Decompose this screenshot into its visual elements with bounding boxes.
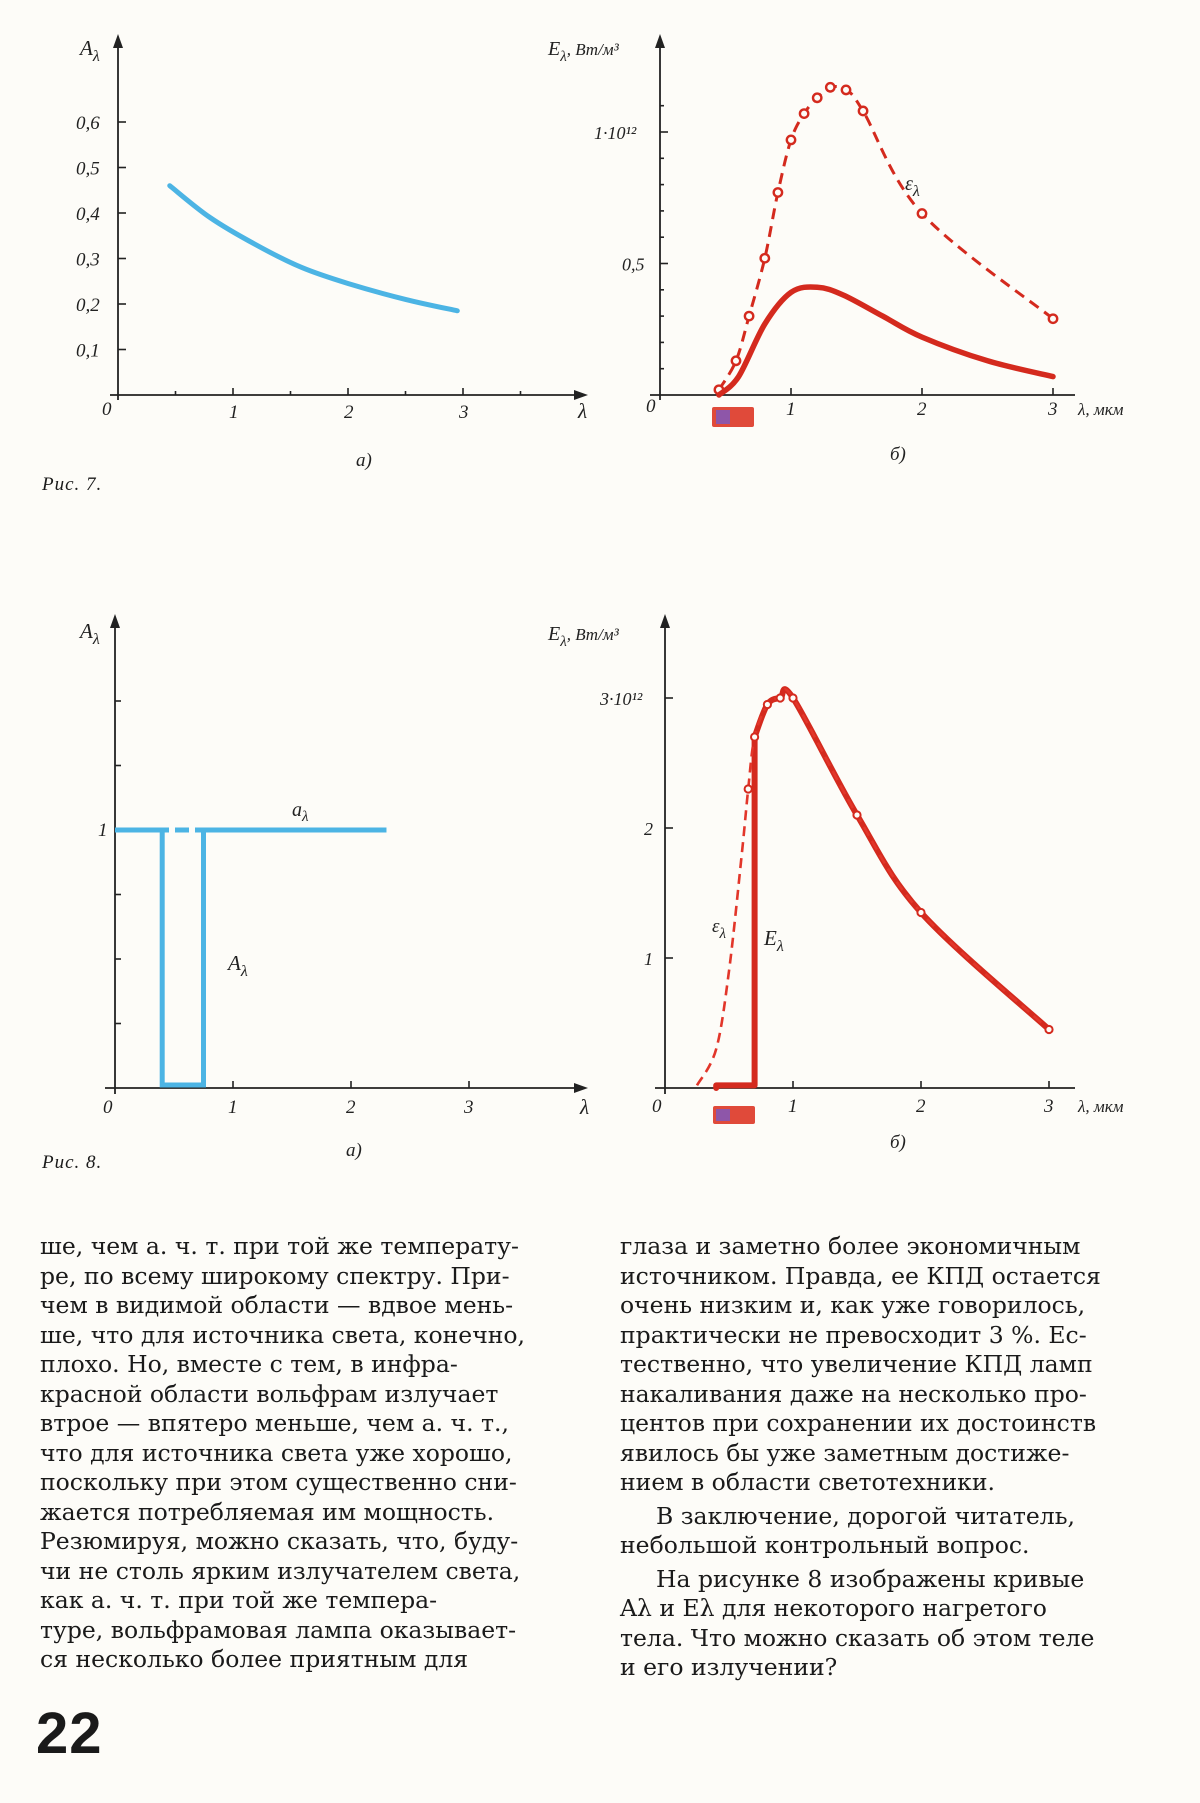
fig8b-xtick-label: 2 [916,1096,926,1117]
text-line: втрое — впятеро меньше, чем а. ч. т., [40,1409,509,1437]
fig8b-ytick-label: 3·10¹² [600,689,643,709]
paragraph [620,1232,1165,1498]
fig8b-xtick-label: 1 [788,1096,798,1117]
paragraph [40,1232,585,1675]
fig7a-xlabel: λ [578,399,588,423]
fig7b-eps-curve [719,87,1053,390]
fig8b-eps-marker [853,811,860,818]
fig7b-eps-marker [732,357,740,365]
fig8b-ytick-label: 1 [644,949,653,969]
fig7a-ytick-label: 0,3 [76,249,100,271]
fig8b-eps-marker [745,785,752,792]
page-number: 22 [36,1701,103,1766]
fig7a-xtick-label: 1 [229,402,239,423]
fig7b-visible-spectrum-highlight [716,410,730,424]
fig8b-eps-marker [751,733,758,740]
fig8b-axes [655,614,1075,1094]
text-line: небольшой контрольный вопрос. [620,1531,1030,1559]
fig7a-xtick-label: 3 [459,402,469,423]
fig7b-eps-marker [774,188,782,196]
fig7a-origin: 0 [102,399,112,420]
text-line: Резюмируя, можно сказать, что, буду- [40,1527,519,1555]
fig8b-origin: 0 [652,1096,662,1117]
fig7b-xtick-label: 2 [917,399,927,420]
fig8b-eps-marker [777,694,784,701]
text-line: накаливания даже на несколько про- [620,1379,1087,1408]
fig8b-eps-marker [764,701,771,708]
fig8a-xlabel: λ [580,1095,590,1119]
fig7b-eps-marker [859,107,867,115]
text-line: плохо. Но, вместе с тем, в инфра- [40,1350,458,1378]
fig8a-panel-label: а) [346,1140,362,1161]
fig8b-eps-marker [789,694,796,701]
fig8b-label-eps: $\varepsilon_\lambda$ [712,916,726,942]
text-line: глаза и заметно более экономичным [620,1232,1081,1260]
fig8b-ytick-label: 2 [644,819,653,839]
fig7a-ytick-label: 0,1 [76,340,100,362]
fig8a-label-A: $A_\lambda$ [228,951,248,980]
text-column-left [40,1232,585,1675]
text-column-right [620,1232,1165,1683]
text-line: чем в видимой области — вдвое мень- [40,1291,514,1319]
fig8b-eps-markers [745,694,1053,1033]
fig7b-eps-marker [918,209,926,217]
fig7b-eps-marker [826,83,834,91]
fig7b-eps-marker [745,312,753,320]
fig7b-ticks [594,106,1058,420]
fig7b-xlabel: λ, мкм [1078,400,1124,419]
fig7b-xtick-label: 3 [1048,399,1058,420]
fig7b-eps-marker [1049,315,1057,323]
fig8a-xtick-label: 2 [346,1097,356,1118]
text-line: На рисунке 8 изображены кривые [656,1564,1085,1593]
text-line: Aλ и Eλ для некоторого нагретого [620,1594,1047,1622]
fig8b-label-E: $E_\lambda$ [764,926,784,955]
fig8b-visible-spectrum-highlight [716,1109,730,1121]
fig8-panel-b [0,600,1200,1160]
text-line: ре, по всему широкому спектру. При- [40,1261,510,1290]
text-line: тественно, что увеличение КПД ламп [620,1350,1093,1378]
fig7b-E-curve [719,287,1053,395]
text-line: В заключение, дорогой читатель, [656,1501,1075,1530]
text-line: ся несколько более приятным для [40,1645,469,1673]
fig7-caption: Рис. 7. [42,474,103,495]
fig8b-xlabel: λ, мкм [1078,1097,1124,1116]
text-line: что для источника света уже хорошо, [40,1438,513,1467]
fig7b-axes [650,34,1075,400]
text-line: нием в области светотехники. [620,1468,995,1496]
text-line: как а. ч. т. при той же темпера- [40,1586,438,1614]
fig7b-curve-label: $\varepsilon_\lambda$ [905,173,920,200]
fig8-caption: Рис. 8. [42,1152,103,1173]
fig8b-xtick-label: 3 [1044,1096,1054,1117]
fig8a-origin: 0 [103,1097,113,1118]
paragraph [620,1502,1165,1561]
fig7b-eps-markers [715,83,1057,394]
fig8b-E-curve [716,689,1049,1088]
fig7a-ytick-label: 0,5 [76,158,100,180]
fig7b-eps-marker [761,254,769,262]
text-line: чи не столь ярким излучателем света, [40,1556,521,1585]
text-line: жается потребляемая им мощность. [40,1497,495,1526]
text-line: очень низким и, как уже говорилось, [620,1291,1086,1319]
fig7b-origin: 0 [646,396,656,417]
fig8b-eps-curve [697,689,1049,1085]
fig8b-ylabel: $E_\lambda^{, Вт/м^3}$ [548,623,619,650]
text-line: источником. Правда, ее КПД остается [620,1261,1101,1290]
text-line: ше, что для источника света, конечно, [40,1320,526,1349]
fig7a-ytick-label: 0,6 [76,113,100,134]
fig8a-label-a: $a_\lambda$ [292,799,309,825]
fig8a-ylabel: $A_\lambda$ [80,619,100,648]
fig7-panel-b [0,0,1200,480]
fig8a-xtick-label: 3 [464,1097,474,1118]
text-line: и его излучении? [620,1653,838,1681]
fig7b-eps-marker [813,94,821,102]
fig7b-eps-marker [842,86,850,94]
fig8a-ytick-label: 1 [98,820,108,841]
fig8b-eps-marker [917,909,924,916]
fig7b-eps-marker [800,109,808,117]
fig7b-xtick-label: 1 [786,399,796,420]
fig7a-xtick-label: 2 [344,402,354,423]
fig8b-panel-label: б) [890,1132,906,1153]
text-line: центов при сохранении их достоинств [620,1409,1097,1437]
paragraph [620,1565,1165,1683]
text-line: тела. Что можно сказать об этом теле [620,1623,1095,1652]
text-line: явилось бы уже заметным достиже- [620,1438,1070,1467]
text-line: ше, чем а. ч. т. при той же температу- [40,1232,519,1260]
fig7a-ytick-label: 0,4 [76,204,100,225]
fig7b-eps-marker [787,136,795,144]
fig7a-ytick-label: 0,2 [76,295,100,316]
fig8a-xtick-label: 1 [228,1097,238,1118]
text-line: практически не превосходит 3 %. Ес- [620,1320,1087,1349]
fig7a-ylabel: $A_\lambda$ [80,36,100,65]
text-line: красной области вольфрам излучает [40,1379,499,1408]
fig8b-eps-marker [1045,1026,1052,1033]
fig7b-panel-label: б) [890,444,906,465]
fig7b-ylabel: $E_\lambda^{, Вт/м^3}$ [548,38,619,65]
text-line: туре, вольфрамовая лампа оказывает- [40,1615,517,1644]
text-line: поскольку при этом существенно сни- [40,1468,517,1496]
fig7b-ytick-label: 1·10¹² [594,123,637,143]
fig7a-panel-label: а) [356,450,372,471]
fig7b-ytick-label: 0,5 [622,254,645,275]
